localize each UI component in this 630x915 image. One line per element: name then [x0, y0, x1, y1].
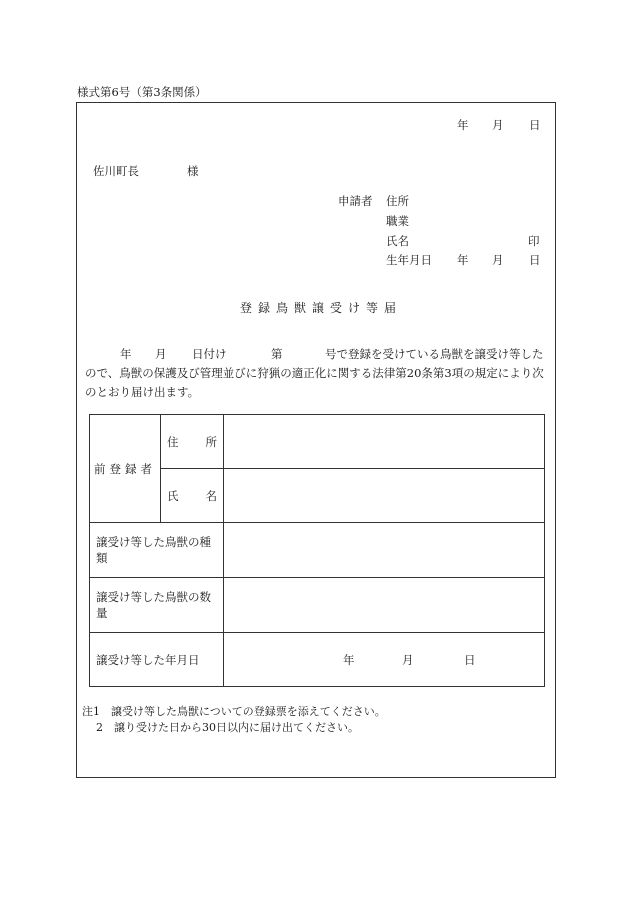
prev-address-char-2: 所: [205, 434, 217, 449]
body-line2: ので、鳥獣の保護及び管理並びに狩猟の適正化に関する法律第20条第3項の規定により次: [85, 366, 544, 380]
quantity-value-cell[interactable]: [224, 578, 545, 633]
species-label-cell: [90, 523, 224, 578]
birth-month: 月: [492, 253, 504, 267]
applicant-label: 申請者: [338, 194, 373, 208]
applicant-birthdate-label: 生年月日: [386, 253, 432, 267]
transfer-details-table: [89, 414, 545, 687]
body-month: 月: [155, 347, 167, 361]
prev-name-char-2: 名: [205, 488, 217, 503]
transfer-date-year: 年: [343, 652, 355, 667]
body-dated: 日付け: [192, 347, 227, 361]
seal-mark: 印: [528, 234, 540, 248]
note-2: 2 譲り受けた日から30日以内に届け出てください。: [96, 721, 359, 734]
transfer-date-value-cell[interactable]: [224, 633, 545, 687]
prev-name-char-1: 氏: [167, 488, 179, 503]
quantity-label-line1: 譲受け等した鳥獣の数: [96, 590, 211, 604]
transfer-date-day: 日: [464, 652, 476, 667]
species-value-cell[interactable]: [224, 523, 545, 578]
species-label-line1: 譲受け等した鳥獣の種: [96, 535, 211, 549]
prev-address-label-cell: [161, 415, 224, 469]
addressee-name: 佐川町長: [93, 164, 139, 178]
prev-address-char-1: 住: [167, 434, 179, 449]
prev-name-label: [161, 488, 223, 504]
form-number-label: 様式第6号（第3条関係）: [77, 85, 207, 99]
birth-day: 日: [529, 253, 541, 267]
quantity-label-cell: [90, 578, 224, 633]
prev-registrant-cell: [90, 415, 161, 523]
body-line1-rest: 号で登録を受けている鳥獣を譲受け等した: [325, 347, 544, 361]
prev-registrant-label: 前登録者: [94, 461, 156, 476]
quantity-label-line2: 量: [96, 606, 108, 620]
note-1: 注1 譲受け等した鳥獣についての登録票を添えてください。: [82, 705, 386, 718]
transfer-date-month: 月: [402, 652, 414, 667]
applicant-occupation-label: 職業: [386, 214, 409, 228]
applicant-address-label: 住所: [386, 194, 409, 208]
transfer-date-label: 譲受け等した年月日: [96, 652, 200, 667]
applicant-name-label: 氏名: [386, 234, 409, 248]
prev-name-label-cell: [161, 469, 224, 523]
species-label-line2: 類: [96, 551, 108, 565]
prev-address-label: [161, 434, 223, 450]
date-month: 月: [492, 118, 504, 132]
transfer-date-label-cell: [90, 633, 224, 687]
prev-name-value-cell[interactable]: [224, 469, 545, 523]
birth-year: 年: [457, 253, 469, 267]
document-title: 登録鳥獣譲受け等届: [240, 301, 403, 315]
body-line3: のとおり届け出ます。: [85, 385, 200, 399]
date-year: 年: [457, 118, 469, 132]
addressee-honorific: 様: [187, 164, 199, 178]
body-year: 年: [120, 347, 132, 361]
date-day: 日: [529, 118, 541, 132]
body-number-prefix: 第: [271, 347, 283, 361]
prev-address-value-cell[interactable]: [224, 415, 545, 469]
